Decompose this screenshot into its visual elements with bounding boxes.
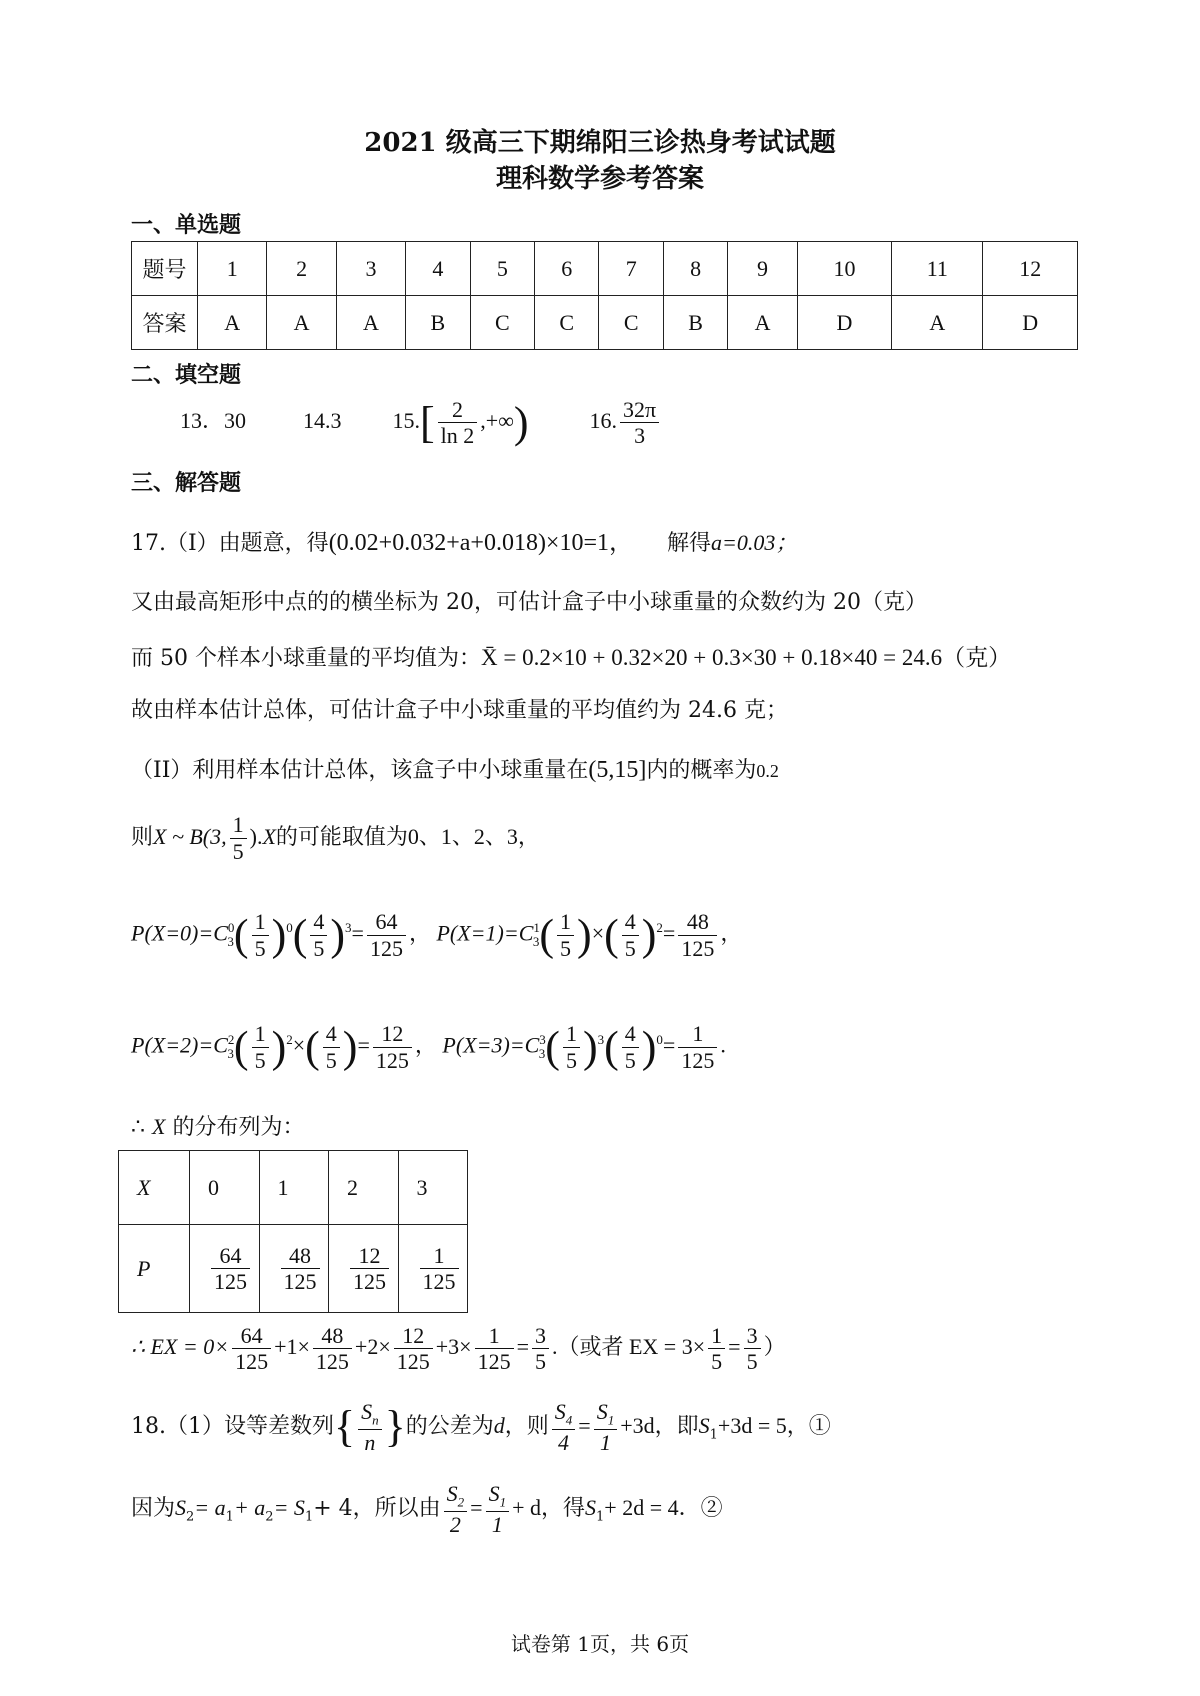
fraction-numerator: 1 (475, 1323, 514, 1349)
fraction (373, 1021, 412, 1073)
page-footer: 试卷第 1页，共 6页 (510, 1632, 690, 1656)
page-subtitle: 理科数学参考答案 (495, 164, 704, 194)
question-number: 5 (470, 242, 534, 296)
subscript: 1 (607, 1412, 615, 1428)
question-number: 4 (406, 242, 470, 296)
fraction-denominator: 5 (232, 838, 244, 864)
q18-line-2: 因为$S_2= a_1+ a_2= S_1+ 4$，所以由 $\frac{S_2}{2}$ = $\frac{S_1}{1}$ + d，得$S_1+ 2d = 4$．② (131, 1481, 723, 1537)
q18-line-1: 18.（1）设等差数列{ $\frac{S_n}{n}$ }的公差为d，则 $\frac{S_4}{4}$ = $\frac{S_1}{1}$ +3d，即$S_1+3d = 5$，① (131, 1399, 831, 1455)
q17-distribution-label (131, 1110, 304, 1141)
fraction (358, 1399, 382, 1455)
question-number: 1 (198, 242, 267, 296)
x-value: 1 (259, 1151, 329, 1225)
fraction-numerator: S (596, 1399, 608, 1425)
answer-cell: B (406, 296, 470, 350)
x-value: 2 (329, 1151, 399, 1225)
fraction-denominator: 5 (711, 1349, 723, 1375)
fraction (552, 1399, 576, 1455)
fill-q15-tail: ,+∞ (480, 408, 514, 433)
variable: X (262, 824, 276, 849)
fill-answers: 13．30 14.3 15.[ $\frac{2}{\ln 2}$ ,+∞) 16. $\frac{32\pi}{3}$ (180, 396, 662, 449)
fraction-numerator: S (361, 1399, 373, 1425)
variable: d (493, 1413, 505, 1438)
fill-q16-fraction (620, 397, 659, 449)
distribution-table (118, 1150, 468, 1313)
answer-cell: C (470, 296, 534, 350)
fraction-denominator: 125 (214, 1269, 247, 1294)
fraction-numerator: 12 (373, 1021, 412, 1047)
fraction-denominator: n (364, 1429, 376, 1455)
fraction-numerator: S (446, 1481, 458, 1507)
fraction-numerator: 48 (678, 909, 717, 935)
q17-expectation: ∴ EX = 0× $\frac{64}{125}$ +1× $\frac{48}{125}$ +2× $\frac{12}{125}$ +3× $\frac{1}{125}$ = $\frac{3}{5}$ .（或者 EX = 3× $\frac{1}{5}$ = $\frac{3}{5}$ ） (131, 1323, 786, 1375)
question-number: 3 (336, 242, 405, 296)
text: 则 (131, 825, 154, 850)
text: 17.（I）由题意，得 (131, 531, 329, 556)
subscript: 2 (186, 1509, 195, 1525)
equation: (0.02+0.032+a+0.018)×10=1， (328, 530, 633, 556)
equation: +3d，即 (620, 1413, 699, 1438)
text: （II）利用样本估计总体，该盒子中小球重量在 (131, 758, 589, 783)
q17-probability-line-2: $P(X=2)=C^2_3$( $\frac{1}{5}$ )$^2$×( $\frac{4}{5}$ )= $\frac{12}{125}$ ， $P(X=3)=C^3_3$( $\frac{1}{5}$ )$^3$( $\frac{4}{5}$ )$^0$= $\frac{1}{125}$ . (131, 1021, 726, 1073)
answer-cell: D (797, 296, 891, 350)
row-label-p: P (119, 1225, 190, 1313)
fraction-denominator: 2 (449, 1511, 461, 1537)
equation: a=0.03； (711, 530, 798, 555)
row-label-answer: 答案 (132, 296, 198, 350)
fraction-numerator: 3 (532, 1323, 549, 1349)
fraction-numerator: 2 (438, 397, 478, 423)
question-number: 2 (267, 242, 336, 296)
fraction-numerator: 1 (420, 1243, 459, 1269)
fraction-denominator: 125 (396, 1349, 430, 1375)
q17-line-4: 故由样本估计总体，可估计盒子中小球重量的平均值约为 24.6 克； (131, 698, 788, 723)
fraction-denominator: 4 (558, 1429, 570, 1455)
fraction (594, 1399, 618, 1455)
fraction-denominator: 125 (477, 1349, 511, 1375)
equation: + 2d = 4．② (604, 1495, 723, 1520)
x-value: 0 (190, 1151, 260, 1225)
page-title: 2021 级高三下期绵阳三诊热身考试试题 (364, 128, 836, 158)
fraction-numerator: 1 (678, 1021, 717, 1047)
fraction-numerator: 3 (744, 1323, 761, 1349)
fraction-numerator: 64 (232, 1323, 271, 1349)
probability-value: 0.2 (756, 761, 779, 781)
probability-fraction (281, 1243, 320, 1295)
equation: +3× (435, 1334, 472, 1359)
equation: +2× (354, 1334, 391, 1359)
subscript: n (372, 1412, 379, 1428)
fill-q16-label: 16. (589, 408, 618, 433)
fraction-denominator: ln 2 (440, 423, 475, 449)
question-number: 10 (797, 242, 891, 296)
equation: ). (249, 824, 263, 849)
variable: X (152, 1114, 166, 1139)
values: 0、1、2、3， (407, 824, 540, 849)
q17-line-3 (131, 639, 1011, 672)
fraction-denominator: 5 (534, 1349, 546, 1375)
fraction-numerator: 12 (350, 1243, 389, 1269)
q17-probability-line-1: $P(X=0)=C^0_3$( $\frac{1}{5}$ )$^0$( $\frac{4}{5}$ )$^3$= $\frac{64}{125}$ ， $P(X=1)=C^1_3$( $\frac{1}{5}$ )×( $\frac{4}{5}$ )$^2$= $\frac{48}{125}$ ， (131, 909, 743, 961)
fraction-numerator: 12 (394, 1323, 433, 1349)
fraction-denominator: 1 (491, 1511, 503, 1537)
variable: S (698, 1413, 710, 1438)
subscript: 2 (265, 1509, 274, 1525)
equation: = a (194, 1495, 226, 1520)
q17-line-2: 又由最高矩形中点的的横坐标为 20，可估计盒子中小球重量的众数约为 20（克） (131, 590, 927, 615)
question-number: 9 (728, 242, 797, 296)
fraction-denominator: 3 (634, 423, 646, 449)
answer-cell: A (267, 296, 336, 350)
fraction-denominator: 125 (235, 1349, 269, 1375)
fraction-numerator: S (488, 1481, 500, 1507)
subscript: 1 (499, 1494, 507, 1510)
fraction-numerator: 32π (620, 397, 659, 423)
fraction (444, 1481, 468, 1537)
fraction-denominator: 1 (599, 1429, 611, 1455)
section-single-choice: 一、单选题 (131, 212, 242, 238)
equation: P(X=3)=C (442, 1032, 540, 1058)
fraction-denominator: 125 (681, 1047, 715, 1073)
equation: X ~ B(3, (153, 824, 227, 849)
equation: .（或者 EX = 3× (551, 1334, 706, 1359)
text: ，则 (504, 1414, 549, 1439)
distribution-row-p (119, 1225, 468, 1313)
text: 的分布列为： (172, 1115, 305, 1140)
text: 18.（1）设等差数列 (131, 1414, 334, 1439)
probability-fraction (350, 1243, 389, 1295)
answer-cell: A (728, 296, 797, 350)
q17-line-5 (131, 753, 779, 784)
text: 内的概率为 (646, 758, 757, 783)
variable: S (585, 1495, 596, 1520)
distribution-row-x (119, 1151, 468, 1225)
answer-table-row-numbers (132, 242, 1078, 296)
text: 解得 (667, 531, 712, 556)
fraction-denominator: 125 (681, 935, 715, 961)
fraction-denominator: 125 (353, 1269, 386, 1294)
fraction (486, 1481, 510, 1537)
answer-cell: C (535, 296, 599, 350)
equation: + d，得 (512, 1495, 585, 1520)
therefore-symbol: ∴ (131, 1114, 145, 1139)
subscript: 2 (457, 1494, 465, 1510)
equation: = S (273, 1495, 305, 1520)
fraction-denominator: 125 (375, 1047, 409, 1073)
question-number: 7 (599, 242, 663, 296)
fraction-numerator: 64 (211, 1243, 250, 1269)
fraction (678, 909, 717, 961)
answer-cell: C (599, 296, 663, 350)
fraction-numerator: 1 (708, 1323, 725, 1349)
answer-table (131, 241, 1078, 350)
variable: S (175, 1495, 187, 1520)
fill-q14: 14.3 (303, 408, 342, 433)
fraction-denominator: 125 (315, 1349, 349, 1375)
subscript: 1 (225, 1509, 234, 1525)
answer-cell: D (983, 296, 1078, 350)
equation: + a (233, 1495, 266, 1520)
fraction-numerator: 48 (281, 1243, 320, 1269)
section-fill-blank: 二、填空题 (131, 362, 242, 388)
subscript: 1 (304, 1509, 314, 1525)
text: 的可能取值为 (275, 825, 408, 850)
answer-table-row-answers (132, 296, 1078, 350)
answer-cell: B (663, 296, 727, 350)
answer-cell: A (892, 296, 983, 350)
question-number: 12 (983, 242, 1078, 296)
equation: +3d = 5，① (717, 1413, 831, 1438)
text: 因为 (131, 1496, 176, 1521)
q17-line-1 (131, 522, 797, 557)
fill-q15-fraction (438, 397, 478, 449)
subscript: 1 (709, 1427, 718, 1443)
fraction-numerator: 48 (313, 1323, 352, 1349)
fraction (230, 812, 247, 864)
fraction-denominator: 125 (283, 1269, 317, 1294)
question-number: 8 (663, 242, 727, 296)
text: + 4，所以由 (313, 1496, 441, 1521)
question-number: 6 (535, 242, 599, 296)
fraction (367, 909, 406, 961)
fill-q15-label: 15. (392, 408, 421, 433)
fraction-numerator: 64 (367, 909, 406, 935)
interval: (5,15] (588, 757, 647, 783)
fraction-denominator: 125 (369, 935, 403, 961)
equation: ∴ EX = 0× (131, 1334, 230, 1359)
equation: P(X=1)=C (436, 920, 534, 946)
text: 的公差为 (405, 1414, 494, 1439)
row-label-number: 题号 (132, 242, 198, 296)
equation: +1× (274, 1334, 310, 1359)
fill-q13: 13．30 (180, 408, 247, 433)
section-solution: 三、解答题 (131, 470, 242, 496)
text: 而 50 个样本小球重量的平均值为： (131, 646, 481, 671)
equation: P(X=2)=C (131, 1032, 228, 1058)
fraction-numerator: S (554, 1399, 566, 1425)
fraction-numerator: 1 (230, 812, 247, 838)
q17-line-6 (131, 810, 540, 865)
question-number: 11 (892, 242, 983, 296)
subscript: 1 (596, 1509, 605, 1525)
x-value: 3 (398, 1151, 468, 1225)
fraction-denominator: 5 (746, 1349, 758, 1375)
row-label-x: X (119, 1151, 190, 1225)
equals: = (516, 1334, 529, 1359)
fraction (678, 1021, 717, 1073)
equation: X̄ = 0.2×10 + 0.32×20 + 0.3×30 + 0.18×40 = 24.6（克） (480, 645, 1012, 670)
fraction-denominator: 125 (422, 1269, 456, 1294)
answer-cell: A (336, 296, 405, 350)
probability-fraction (420, 1243, 459, 1295)
equals: = (351, 920, 364, 946)
probability-fraction (211, 1243, 250, 1295)
answer-cell: A (198, 296, 267, 350)
subscript: 4 (565, 1412, 573, 1428)
text: ） (763, 1334, 786, 1359)
equation: P(X=0)=C (131, 920, 228, 946)
